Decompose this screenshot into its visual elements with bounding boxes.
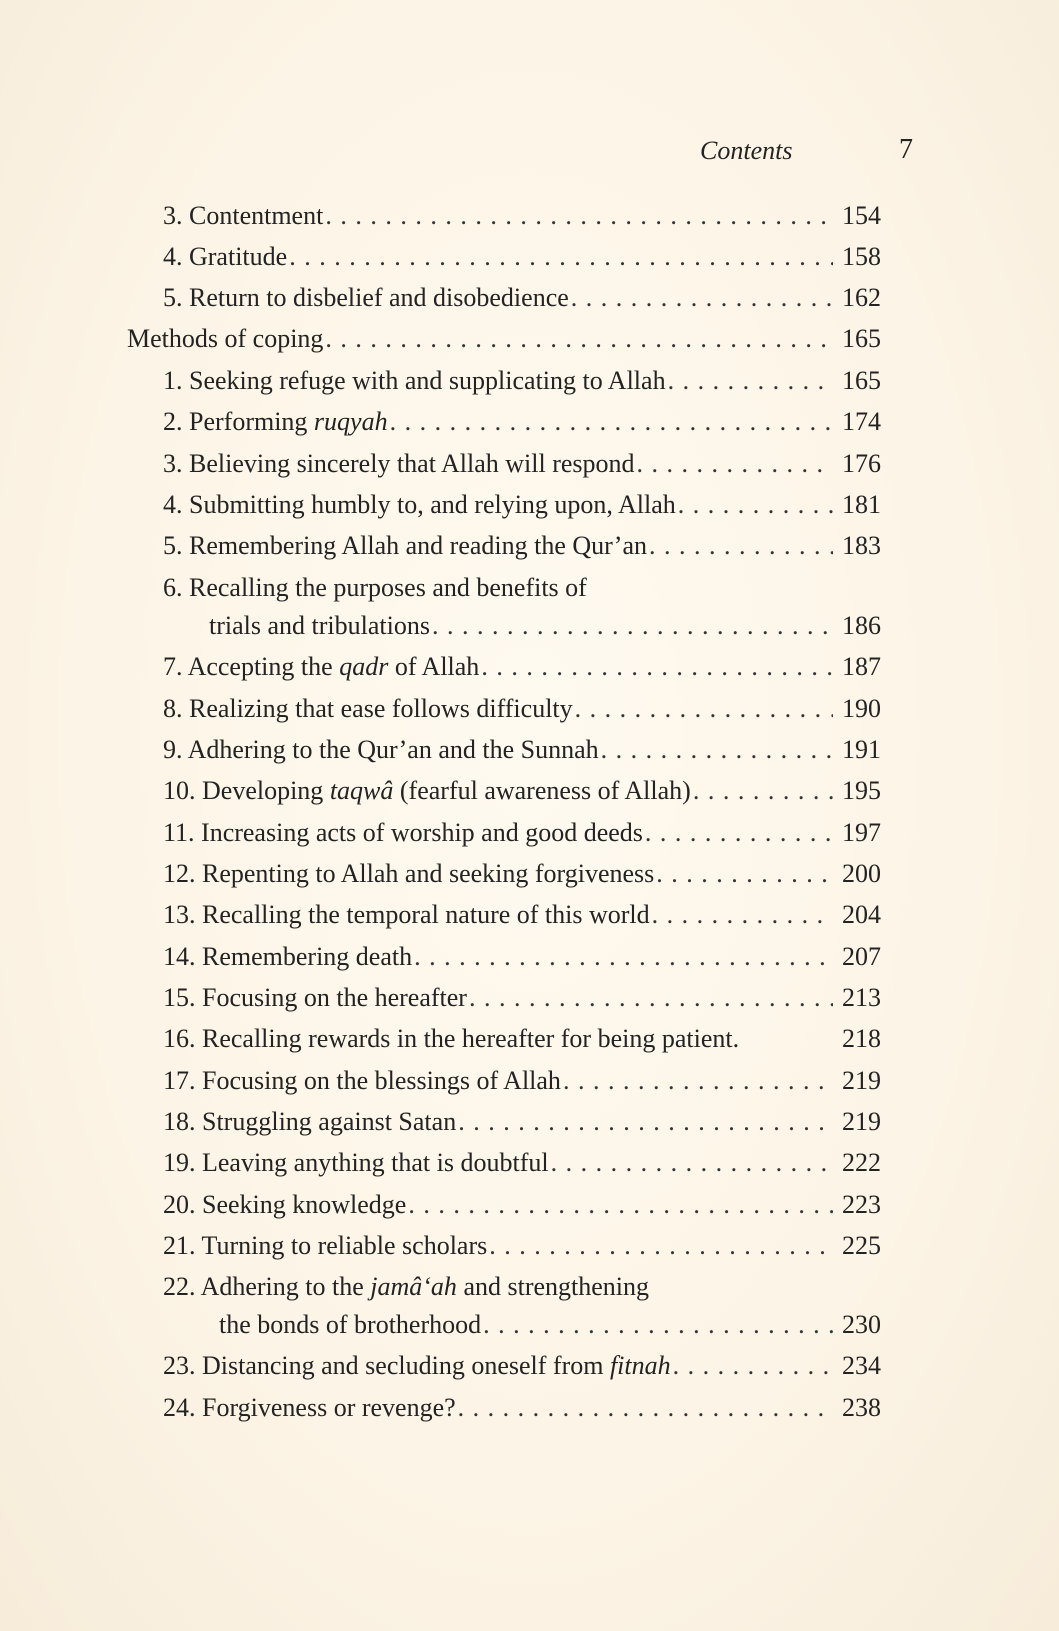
dot-leader [325, 197, 833, 235]
toc-entry [163, 486, 881, 524]
toc-entry-title: 18. Struggling against Satan [163, 1107, 457, 1136]
toc-entry-title: 12. Repenting to Allah and seeking forgiveness [163, 859, 655, 888]
toc-entry-title: 24. Forgiveness or revenge? [163, 1393, 456, 1422]
toc-entry [163, 1227, 881, 1265]
dot-leader [601, 731, 833, 769]
toc-entry [219, 1306, 881, 1344]
toc-entry-title: 3. Contentment [163, 201, 324, 230]
toc-entry-title: 16. Recalling rewards in the hereafter for being patient. [163, 1024, 740, 1053]
toc-entry-page: 219 [842, 1107, 881, 1136]
toc-entry [163, 1103, 881, 1141]
toc-entry-page: 195 [842, 776, 881, 805]
toc-entry [163, 238, 881, 276]
toc-entry-page: 186 [842, 611, 881, 640]
dot-leader [673, 1347, 833, 1385]
dot-leader [469, 979, 833, 1017]
toc-entry-title-line1: 22. Adhering to the jamâ‘ah and strengthening [163, 1272, 650, 1301]
italic-term: qadr [339, 652, 389, 681]
toc-entry-title: 4. Gratitude [163, 242, 288, 271]
toc-entry [163, 1020, 881, 1058]
toc-entry-title: 8. Realizing that ease follows difficulty [163, 694, 573, 723]
toc-entry [163, 1144, 881, 1182]
italic-term: taqwâ [329, 776, 394, 805]
toc-entry-title: 10. Developing taqwâ (fearful awareness of Allah) [163, 776, 691, 805]
toc-entry [163, 1347, 881, 1385]
toc-entry-page: 213 [842, 983, 881, 1012]
dot-leader [414, 938, 833, 976]
toc-entry-page: 162 [842, 283, 881, 312]
toc-entry-page: 238 [842, 1393, 881, 1422]
toc-entry-title: 20. Seeking knowledge [163, 1190, 407, 1219]
toc-entry-title: 9. Adhering to the Qur’an and the Sunnah [163, 735, 599, 764]
toc-entry-page: 207 [842, 942, 881, 971]
dot-leader [652, 896, 833, 934]
toc-entry-page: 197 [842, 818, 881, 847]
toc-entry-title: 3. Believing sincerely that Allah will respond [163, 449, 635, 478]
toc-entry [163, 814, 881, 852]
toc-entry-page: 230 [842, 1310, 881, 1339]
dot-leader [432, 607, 833, 645]
dot-leader [693, 772, 833, 810]
dot-leader [289, 238, 833, 276]
toc-entry-page: 225 [842, 1231, 881, 1260]
toc-entry [163, 772, 881, 810]
toc-entry-title-line2: trials and tribulations [209, 611, 430, 640]
toc-entry-title: 14. Remembering death [163, 942, 413, 971]
toc-entry [163, 197, 881, 235]
toc-entry-page: 181 [842, 490, 881, 519]
toc-entry-title: 17. Focusing on the blessings of Allah [163, 1066, 561, 1095]
toc-entry-page: 219 [842, 1066, 881, 1095]
toc-entry [163, 403, 881, 441]
toc-entry-page: 165 [842, 324, 881, 353]
toc-entry-page: 176 [842, 449, 881, 478]
toc-entry [163, 690, 881, 728]
dot-leader [408, 1186, 833, 1224]
toc-entry [209, 607, 881, 645]
page-number: 7 [899, 134, 913, 165]
toc-entry [163, 731, 881, 769]
toc-entry [163, 279, 881, 317]
dot-leader [668, 362, 833, 400]
toc-entry-title: 23. Distancing and secluding oneself from fitnah [163, 1351, 671, 1380]
toc-entry-title: 5. Remembering Allah and reading the Qur’an [163, 531, 647, 560]
toc-section-heading [127, 320, 881, 358]
toc-entry-title: 21. Turning to reliable scholars [163, 1231, 488, 1260]
dot-leader [563, 1062, 833, 1100]
toc-entry-page: 174 [842, 407, 881, 436]
italic-term: ruqyah [313, 407, 388, 436]
dot-leader [390, 403, 833, 441]
dot-leader [575, 690, 833, 728]
toc-entry-title: 1. Seeking refuge with and supplicating to Allah [163, 366, 666, 395]
toc-entry-title: 4. Submitting humbly to, and relying upon, Allah [163, 490, 676, 519]
toc-entry-title: 15. Focusing on the hereafter [163, 983, 467, 1012]
toc-entry [163, 648, 881, 686]
toc-entry-title: 7. Accepting the qadr of Allah [163, 652, 480, 681]
toc-entry-title: Methods of coping [127, 324, 324, 353]
toc-entry-page: 187 [842, 652, 881, 681]
dot-leader [483, 1306, 833, 1344]
toc-entry-page: 218 [842, 1024, 881, 1053]
dot-leader [489, 1227, 833, 1265]
toc-entry [163, 979, 881, 1017]
toc-entry-page: 183 [842, 531, 881, 560]
toc-entry [163, 1062, 881, 1100]
toc-entry-title: 5. Return to disbelief and disobedience [163, 283, 569, 312]
dot-leader [481, 648, 833, 686]
toc-entry-page: 234 [842, 1351, 881, 1380]
toc-entry [163, 445, 881, 483]
dot-leader [325, 320, 833, 358]
dot-leader [678, 486, 833, 524]
dot-leader [551, 1144, 833, 1182]
dot-leader [645, 814, 833, 852]
toc-entry [163, 1389, 881, 1427]
toc-entry-page: 154 [842, 201, 881, 230]
running-title: Contents [700, 136, 793, 165]
dot-leader [571, 279, 833, 317]
dot-leader [458, 1389, 833, 1427]
toc-entry-page: 191 [842, 735, 881, 764]
toc-entry-title: 11. Increasing acts of worship and good deeds [163, 818, 643, 847]
toc-entry-page: 165 [842, 366, 881, 395]
toc-entry-page: 222 [842, 1148, 881, 1177]
italic-term: fitnah [609, 1351, 671, 1380]
toc-entry-page: 200 [842, 859, 881, 888]
dot-leader [458, 1103, 833, 1141]
dot-leader [637, 445, 833, 483]
toc-entry-page: 204 [842, 900, 881, 929]
toc-entry-title-line1: 6. Recalling the purposes and benefits of [163, 573, 587, 602]
toc-entry-title: 2. Performing ruqyah [163, 407, 388, 436]
toc-entry-page: 158 [842, 242, 881, 271]
toc-entry-title: 19. Leaving anything that is doubtful [163, 1148, 549, 1177]
toc-entry [163, 1186, 881, 1224]
toc-entry [163, 938, 881, 976]
toc-entry [163, 855, 881, 893]
toc-entry [163, 362, 881, 400]
toc-entry-page: 223 [842, 1190, 881, 1219]
page-header [600, 132, 913, 172]
toc-entry [163, 527, 881, 565]
toc-entry [163, 896, 881, 934]
italic-term: jamâ‘ah [370, 1272, 457, 1301]
toc-entry-title: 13. Recalling the temporal nature of this world [163, 900, 650, 929]
dot-leader [649, 527, 833, 565]
toc-entry-page: 190 [842, 694, 881, 723]
dot-leader [656, 855, 833, 893]
toc-entry-title-line2: the bonds of brotherhood [219, 1310, 482, 1339]
